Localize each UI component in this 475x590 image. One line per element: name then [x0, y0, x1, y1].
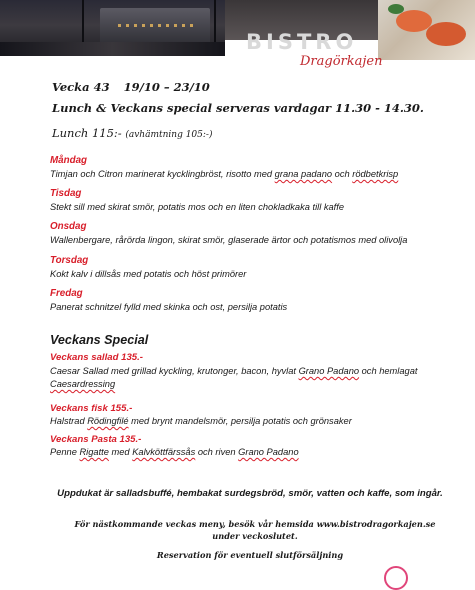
- week-dates: 19/10 – 23/10: [123, 80, 210, 94]
- special-pasta-title: Veckans Pasta 135.-: [50, 434, 142, 445]
- day-tuesday: Tisdag: [50, 188, 82, 199]
- day-monday: Måndag: [50, 155, 88, 166]
- dish-thursday: Kokt kalv i dillsås med potatis och höst primörer: [50, 269, 247, 279]
- day-friday: Fredag: [50, 288, 83, 299]
- price-label: Lunch 115:-: [52, 126, 126, 140]
- week-label: Vecka 43: [52, 80, 110, 94]
- day-thursday: Torsdag: [50, 255, 89, 266]
- takeaway-price: (avhämtning 105:-): [125, 130, 213, 140]
- dish-monday: Timjan och Citron marinerat kycklingbröst, risotto med grana padano och rödbetkrisp: [50, 169, 399, 179]
- dish-friday: Panerat schnitzel fylld med skinka och ost, persilja potatis: [50, 302, 288, 312]
- website-note: För nästkommande veckas meny, besök vår hemsida www.bistrodragorkajen.se under veckoslutet.: [74, 519, 436, 541]
- week-heading: [52, 80, 210, 94]
- dish-tuesday: Stekt sill med skirat smör, potatis mos och en liten chokladkaka till kaffe: [50, 202, 345, 212]
- special-fish-text: Halstrad Rödingfilé med brynt mandelsmör, persilja potatis och grönsaker: [50, 416, 352, 426]
- included-note: Uppdukat är salladsbuffé, hembakat surdegsbröd, smör, vatten och kaffe, som ingår.: [57, 488, 443, 499]
- header-banner: [0, 0, 475, 80]
- special-heading: Veckans Special: [50, 333, 149, 347]
- corner-logo-icon: [384, 566, 408, 590]
- lunch-price: [52, 126, 212, 140]
- special-salad-text: Caesar Sallad med grillad kyckling, krutonger, bacon, hyvlat Grano Padano och hemlagat Caesardressing: [50, 366, 418, 389]
- lunch-hours: Lunch & Veckans special serveras vardagar 11.30 - 14.30.: [52, 101, 424, 115]
- special-pasta-text: Penne Rigatte med Kalvköttfärssås och riven Grano Padano: [50, 447, 299, 457]
- dish-wednesday: Wallenbergare, rårörda lingon, skirat smör, glaserade ärtor och potatismos med olivolja: [50, 235, 408, 245]
- day-wednesday: Onsdag: [50, 221, 87, 232]
- special-fish-title: Veckans fisk 155.-: [50, 403, 133, 414]
- reservation-note: Reservation för eventuell slutförsäljning: [156, 550, 344, 560]
- harbor-photo: [0, 0, 225, 56]
- food-photo: [378, 0, 475, 60]
- special-salad-title: Veckans sallad 135.-: [50, 352, 143, 363]
- brand-logo: BISTRO: [246, 30, 358, 54]
- brand-subtitle: Dragörkajen: [300, 54, 383, 69]
